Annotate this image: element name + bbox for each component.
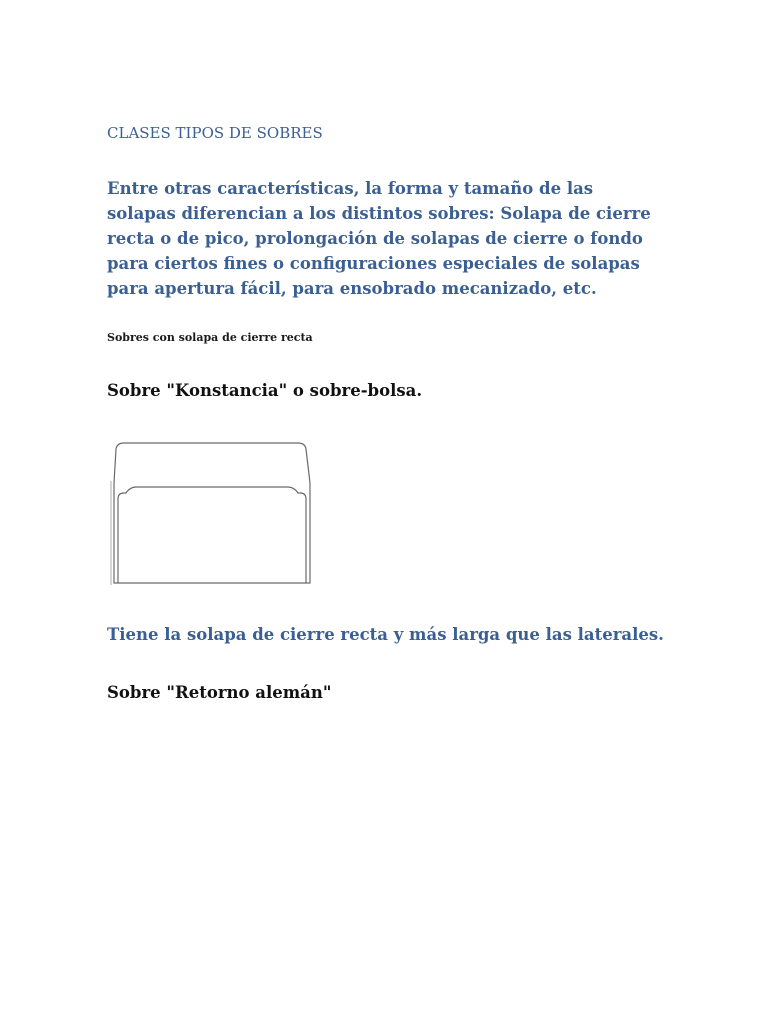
section-title-konstancia: Sobre "Konstancia" o sobre-bolsa. xyxy=(107,381,423,400)
envelope-front-panel xyxy=(118,487,306,583)
envelope-body-outline xyxy=(114,483,310,583)
small-subheading: Sobres con solapa de cierre recta xyxy=(107,331,313,344)
envelope-flap-outline xyxy=(114,443,310,483)
envelope-caption: Tiene la solapa de cierre recta y más larga que las laterales. xyxy=(107,625,664,644)
envelope-illustration xyxy=(108,437,314,587)
page-heading: CLASES TIPOS DE SOBRES xyxy=(107,124,323,142)
section-title-retorno-aleman: Sobre "Retorno alemán" xyxy=(107,683,332,702)
intro-paragraph: Entre otras características, la forma y tamaño de las solapas diferencian a los distintos sobres: Solapa de cierre recta o de pico, prolongación de solapas de cierre o fondo para ciertos fines o configuraciones especiales de solapas para apertura fácil, para ensobrado mecanizado, etc. xyxy=(107,179,651,298)
